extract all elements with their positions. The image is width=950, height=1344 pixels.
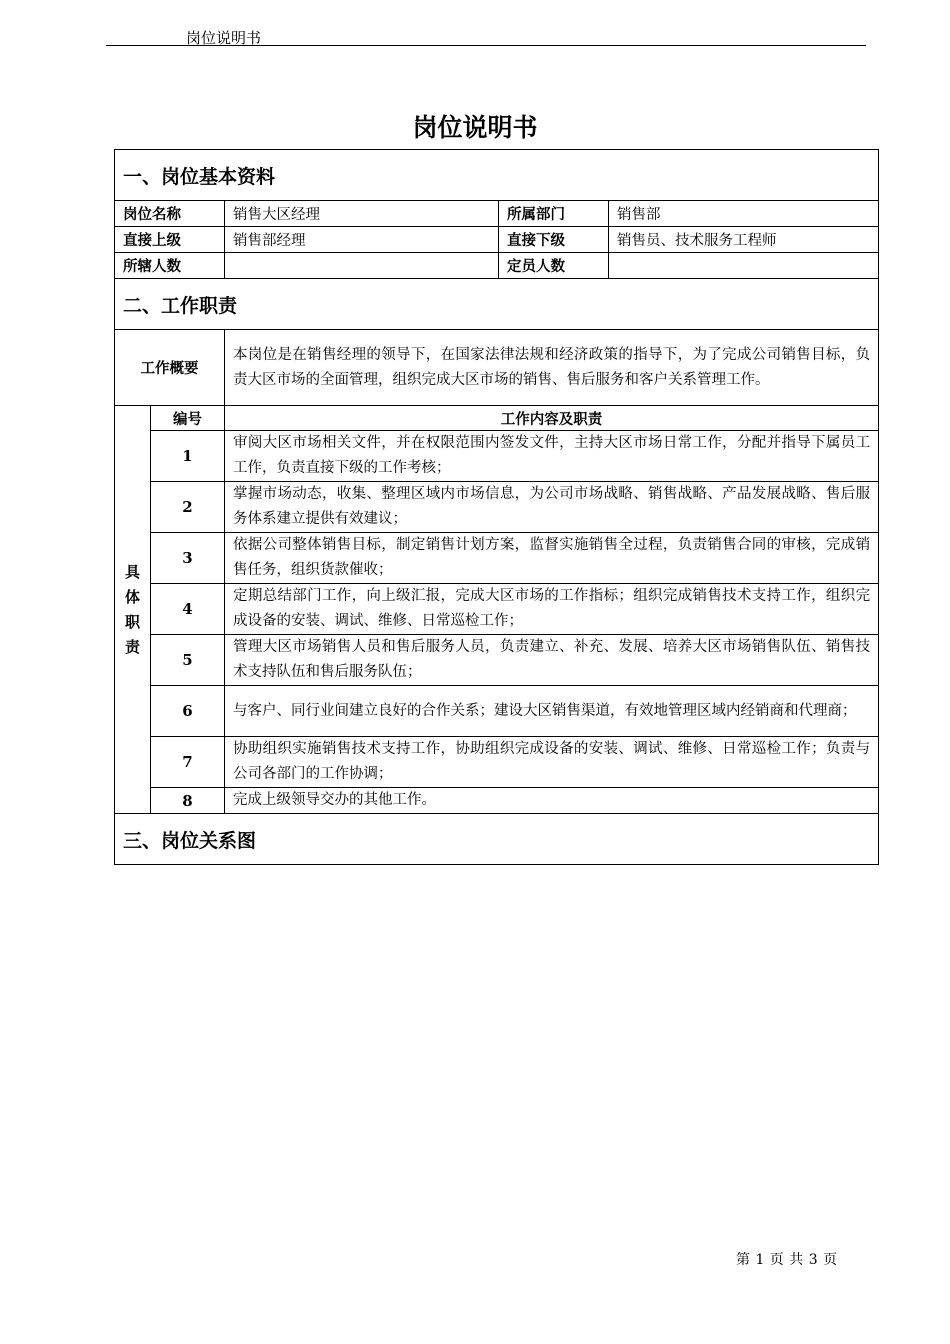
duties-header-row <box>115 406 879 431</box>
duty-text: 定期总结部门工作，向上级汇报，完成大区市场的工作指标；组织完成销售技术支持工作，组织完成设备的安装、调试、维修、日常巡检工作； <box>225 584 879 635</box>
vertical-char: 体 <box>124 587 140 606</box>
duty-text: 依据公司整体销售目标，制定销售计划方案，监督实施销售全过程，负责销售合同的审核，完成销售任务，组织货款催收； <box>225 533 879 584</box>
duties-vertical-label <box>115 406 151 814</box>
field-value: 销售部 <box>609 201 879 227</box>
duty-row <box>115 788 879 814</box>
field-value: 销售部经理 <box>225 227 499 253</box>
section-relationship-heading-row <box>115 814 879 865</box>
page-number-footer: 第 1 页 共 3 页 <box>736 1252 838 1268</box>
basic-info-row <box>115 227 879 253</box>
duty-number: 5 <box>151 635 225 686</box>
duty-text: 审阅大区市场相关文件，并在权限范围内签发文件，主持大区市场日常工作，分配并指导下属员工工作，负责直接下级的工作考核； <box>225 431 879 482</box>
duty-number: 4 <box>151 584 225 635</box>
duty-row <box>115 431 879 482</box>
field-value <box>225 253 499 279</box>
duty-number: 8 <box>151 788 225 814</box>
section-duties-heading-row <box>115 279 879 330</box>
work-summary-label: 工作概要 <box>115 330 225 406</box>
column-header-content: 工作内容及职责 <box>225 406 879 431</box>
section-heading: 二、工作职责 <box>115 279 879 330</box>
duty-row <box>115 737 879 788</box>
duty-text: 与客户、同行业间建立良好的合作关系；建设大区销售渠道，有效地管理区域内经销商和代理商； <box>225 686 879 737</box>
work-summary-row <box>115 330 879 406</box>
field-value <box>609 253 879 279</box>
field-label: 直接上级 <box>115 227 225 253</box>
duty-number: 1 <box>151 431 225 482</box>
work-summary-text: 本岗位是在销售经理的领导下，在国家法律法规和经济政策的指导下，为了完成公司销售目标，负责大区市场的全面管理，组织完成大区市场的销售、售后服务和客户关系管理工作。 <box>225 330 879 406</box>
basic-info-row <box>115 253 879 279</box>
duty-number: 7 <box>151 737 225 788</box>
duty-number: 3 <box>151 533 225 584</box>
field-label: 所属部门 <box>499 201 609 227</box>
section-heading: 三、岗位关系图 <box>115 814 879 865</box>
duty-row <box>115 635 879 686</box>
section-basic-info-heading-row <box>115 150 879 201</box>
duty-text: 完成上级领导交办的其他工作。 <box>225 788 879 814</box>
duty-row <box>115 533 879 584</box>
duty-text: 掌握市场动态，收集、整理区域内市场信息，为公司市场战略、销售战略、产品发展战略、售后服务体系建立提供有效建议； <box>225 482 879 533</box>
page-header-text: 岗位说明书 <box>186 29 262 47</box>
vertical-char: 责 <box>124 637 140 656</box>
duty-row <box>115 584 879 635</box>
field-label: 直接下级 <box>499 227 609 253</box>
field-label: 所辖人数 <box>115 253 225 279</box>
duty-row <box>115 686 879 737</box>
field-value: 销售员、技术服务工程师 <box>609 227 879 253</box>
duty-text: 管理大区市场销售人员和售后服务人员，负责建立、补充、发展、培养大区市场销售队伍、销售技术支持队伍和售后服务队伍； <box>225 635 879 686</box>
field-value: 销售大区经理 <box>225 201 499 227</box>
column-header-number: 编号 <box>151 406 225 431</box>
duty-number: 2 <box>151 482 225 533</box>
vertical-char: 具 <box>124 562 140 581</box>
field-label: 定员人数 <box>499 253 609 279</box>
duty-number: 6 <box>151 686 225 737</box>
field-label: 岗位名称 <box>115 201 225 227</box>
duty-row <box>115 482 879 533</box>
basic-info-row <box>115 201 879 227</box>
duty-text: 协助组织实施销售技术支持工作，协助组织完成设备的安装、调试、维修、日常巡检工作；负责与公司各部门的工作协调； <box>225 737 879 788</box>
section-heading: 一、岗位基本资料 <box>115 150 879 201</box>
header-divider <box>106 45 866 46</box>
job-description-table <box>114 149 879 865</box>
document-title: 岗位说明书 <box>412 113 538 142</box>
vertical-char: 职 <box>124 612 140 631</box>
